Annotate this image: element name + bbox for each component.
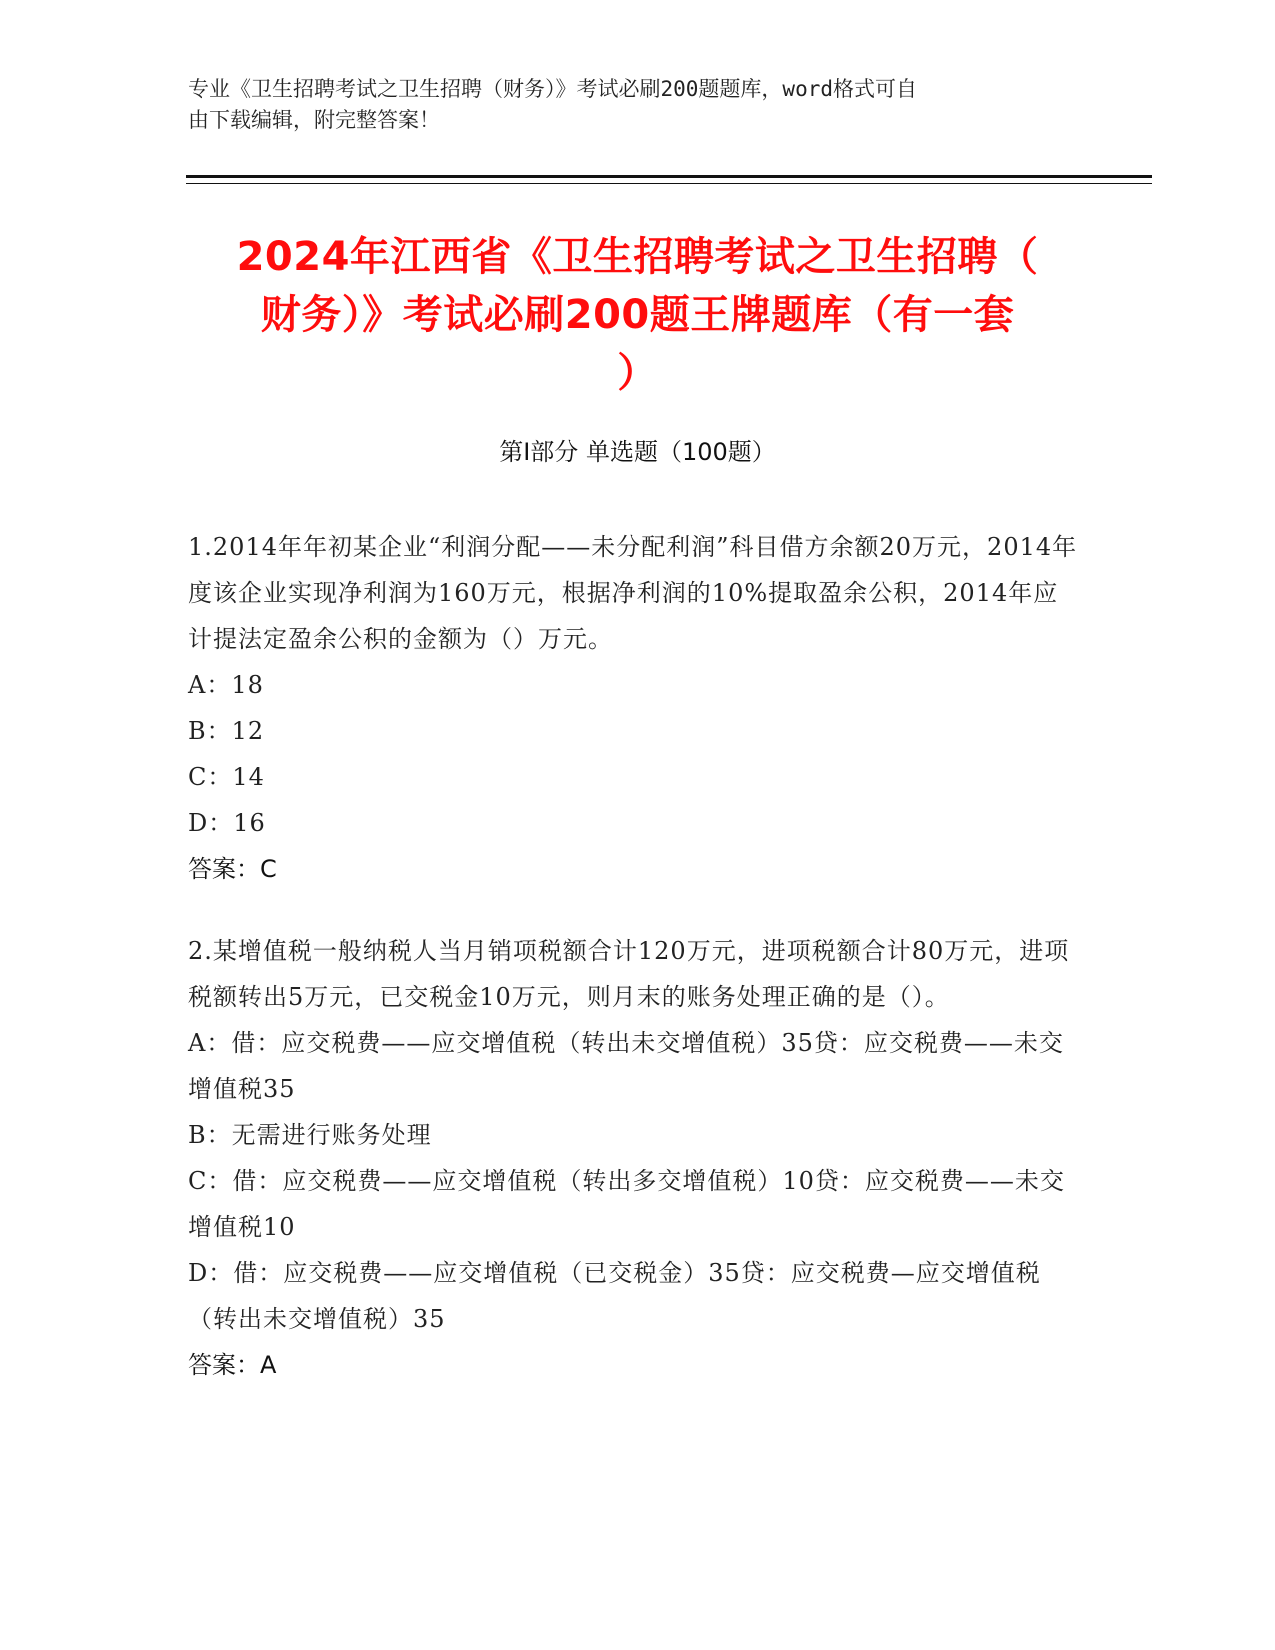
option-c: C：借：应交税费——应交增值税（转出多交增值税）10贷：应交税费——未交增值税10 [188, 1167, 1065, 1241]
title-line-3: ） [617, 350, 658, 396]
intro-text [188, 74, 1088, 136]
title-line-1: 2024年江西省《卫生招聘考试之卫生招聘（ [236, 234, 1039, 280]
header-divider-thick [186, 175, 1152, 178]
question-stem: 2.某增值税一般纳税人当月销项税额合计120万元，进项税额合计80万元，进项税额转出5万元，已交税金10万元，则月末的账务处理正确的是（）。 [188, 937, 1070, 1011]
question-stem: 1.2014年年初某企业“利润分配——未分配利润”科目借方余额20万元，2014年度该企业实现净利润为160万元，根据净利润的10%提取盈余公积，2014年应计提法定盈余公积的金额为（）万元。 [188, 533, 1078, 653]
option-d: D：16 [188, 809, 266, 837]
option-a: A：借：应交税费——应交增值税（转出未交增值税）35贷：应交税费——未交增值税35 [188, 1029, 1064, 1103]
document-title [160, 228, 1115, 402]
title-line-2: 财务）》考试必刷200题王牌题库（有一套 [260, 292, 1015, 338]
option-a: A：18 [188, 671, 264, 699]
option-b: B：12 [188, 717, 265, 745]
intro-line-2: 由下载编辑，附完整答案！ [188, 108, 440, 132]
answer-label: 答案：A [188, 1351, 277, 1379]
intro-line-1: 专业《卫生招聘考试之卫生招聘（财务）》考试必刷200题题库，word格式可自 [188, 77, 917, 101]
question-1 [188, 524, 1083, 892]
answer-label: 答案：C [188, 855, 277, 883]
option-c: C：14 [188, 763, 265, 791]
question-2 [188, 928, 1083, 1388]
header-divider-thin [186, 183, 1152, 184]
section-heading: 第Ⅰ部分 单选题（100题） [499, 438, 776, 466]
option-d: D：借：应交税费——应交增值税（已交税金）35贷：应交税费—应交增值税（转出未交增值税）35 [188, 1259, 1041, 1333]
option-b: B：无需进行账务处理 [188, 1121, 432, 1149]
